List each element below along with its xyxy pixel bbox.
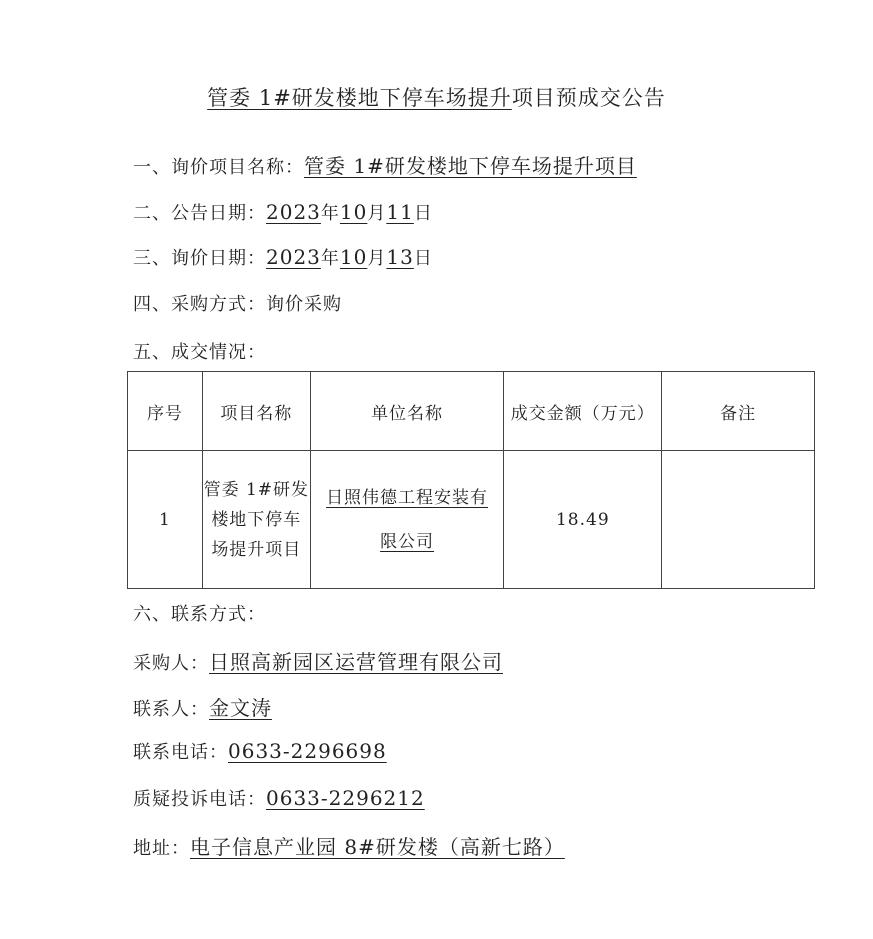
header-company: 单位名称 <box>310 372 504 451</box>
cell-company <box>310 451 504 589</box>
method-value: 询价采购 <box>266 294 342 315</box>
inquiry-month-unit: 月 <box>367 248 387 269</box>
header-amount: 成交金额（万元） <box>504 372 662 451</box>
phone-value: 0633-2296698 <box>228 739 387 763</box>
buyer-label: 采购人： <box>133 653 209 674</box>
cell-index: 1 <box>128 451 203 589</box>
title-underlined-part: 管委 1#研发楼地下停车场提升 <box>207 86 512 110</box>
project-name-value: 管委 1#研发楼地下停车场提升项目 <box>304 154 637 178</box>
inquiry-date-line <box>133 244 433 270</box>
person-line <box>133 692 272 721</box>
address-value: 电子信息产业园 8#研发楼（高新七路） <box>190 835 565 859</box>
header-remark: 备注 <box>662 372 815 451</box>
phone-label: 联系电话： <box>133 742 228 763</box>
address-line <box>133 831 565 860</box>
cell-project-line: 场提升项目 <box>211 539 302 560</box>
phone-line <box>133 738 387 764</box>
person-label: 联系人： <box>133 699 209 720</box>
inquiry-month: 10 <box>339 245 368 269</box>
complaint-line <box>133 785 425 811</box>
announce-day-unit: 日 <box>413 203 433 224</box>
announce-date-line <box>133 199 433 225</box>
method-label: 四、采购方式： <box>133 294 266 315</box>
buyer-line <box>133 646 503 675</box>
table-row <box>128 451 815 589</box>
cell-project-line: 管委 1#研发 <box>203 479 310 500</box>
cell-amount: 18.49 <box>504 451 662 589</box>
cell-company-line: 限公司 <box>380 531 435 552</box>
deal-table <box>127 371 815 589</box>
table-header-row <box>128 372 815 451</box>
announce-day: 11 <box>386 200 414 224</box>
buyer-value: 日照高新园区运营管理有限公司 <box>209 650 503 674</box>
header-index: 序号 <box>128 372 203 451</box>
cell-remark <box>662 451 815 589</box>
announce-year-unit: 年 <box>320 203 340 224</box>
announce-year: 2023 <box>266 200 321 224</box>
address-label: 地址： <box>133 838 190 859</box>
person-value: 金文涛 <box>209 696 272 720</box>
complaint-value: 0633-2296212 <box>266 786 425 810</box>
project-name-line <box>133 150 637 179</box>
title-rest-part: 项目预成交公告 <box>511 86 666 110</box>
project-name-label: 一、询价项目名称： <box>133 157 304 178</box>
announce-date-label: 二、公告日期： <box>133 203 266 224</box>
inquiry-year: 2023 <box>266 245 321 269</box>
deal-heading: 五、成交情况： <box>133 342 266 363</box>
header-project: 项目名称 <box>202 372 310 451</box>
announce-month: 10 <box>339 200 368 224</box>
complaint-label: 质疑投诉电话： <box>133 789 266 810</box>
cell-company-line: 日照伟德工程安装有 <box>326 487 489 508</box>
announce-month-unit: 月 <box>367 203 387 224</box>
inquiry-day-unit: 日 <box>413 248 433 269</box>
method-line <box>133 290 342 316</box>
inquiry-date-label: 三、询价日期： <box>133 248 266 269</box>
page-title <box>0 82 873 112</box>
inquiry-year-unit: 年 <box>320 248 340 269</box>
cell-project <box>202 451 310 589</box>
cell-project-line: 楼地下停车 <box>211 509 302 530</box>
inquiry-day: 13 <box>386 245 414 269</box>
contact-heading: 六、联系方式： <box>133 604 266 625</box>
